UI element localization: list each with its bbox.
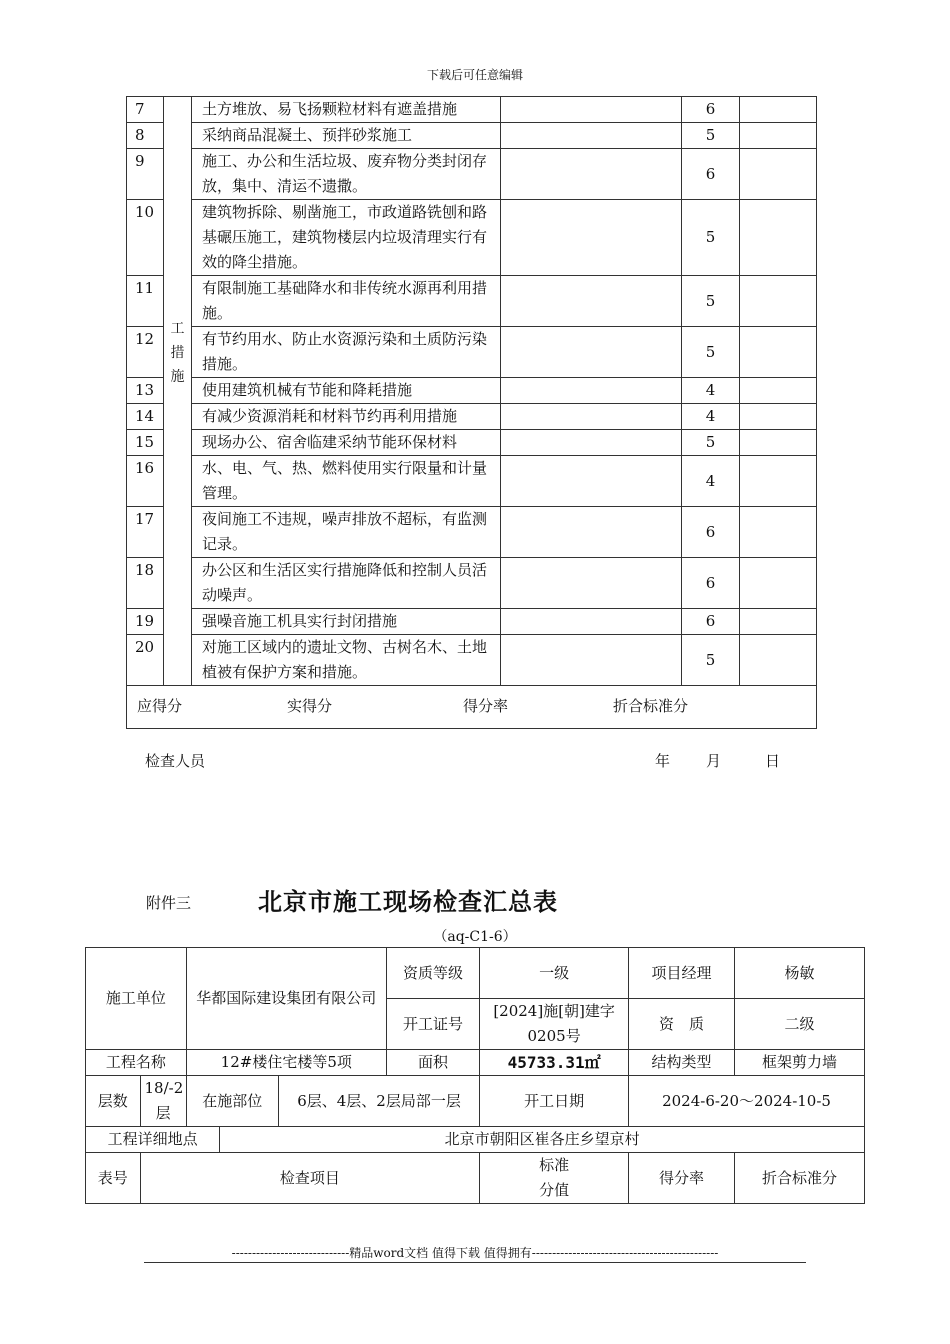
actual-score-cell [740,123,817,149]
col-std [480,1153,629,1204]
addr-value: 北京市朝阳区崔各庄乡望京村 [220,1127,865,1153]
summary-row-5 [86,1127,865,1153]
checklist-row [127,378,817,404]
site-value: 6层、4层、2层局部一层 [278,1076,479,1127]
summary-row-3 [86,1050,865,1076]
summary-row-1 [86,948,865,999]
start-value: 2024-6-20～2024-10-5 [629,1076,865,1127]
footer-line [144,1262,806,1263]
checklist-row [127,404,817,430]
actual-score-label: 实得分 [287,697,333,715]
date-month: 月 [706,752,722,770]
item-number: 16 [127,456,164,507]
checklist-row [127,200,817,276]
standard-score: 5 [682,430,740,456]
actual-score-cell [740,635,817,686]
actual-score-cell [740,609,817,635]
actual-score-cell [740,430,817,456]
check-detail-cell [501,558,682,609]
standard-score: 4 [682,456,740,507]
col-conv: 折合标准分 [734,1153,864,1204]
floors-value: 18/-2层 [140,1076,186,1127]
checklist-row [127,149,817,200]
proj-value: 12#楼住宅楼等5项 [186,1050,386,1076]
item-number: 15 [127,430,164,456]
category-label [164,97,192,686]
item-number: 20 [127,635,164,686]
checklist-row [127,609,817,635]
area-label: 面积 [386,1050,479,1076]
check-detail-cell [501,456,682,507]
actual-score-cell [740,507,817,558]
check-detail-cell [501,149,682,200]
score-footer-row [127,686,817,729]
check-detail-cell [501,97,682,123]
site-label: 在施部位 [186,1076,278,1127]
col-rate: 得分率 [629,1153,735,1204]
checklist-row [127,123,817,149]
check-item: 使用建筑机械有节能和降耗措施 [192,378,501,404]
standard-score: 5 [682,276,740,327]
unit-value: 华都国际建设集团有限公司 [186,948,386,1050]
standard-score: 5 [682,200,740,276]
item-number: 8 [127,123,164,149]
checklist-row [127,276,817,327]
qual-value: 二级 [734,999,864,1050]
col-item: 检查项目 [140,1153,480,1204]
check-item: 土方堆放、易飞扬颗粒材料有遮盖措施 [192,97,501,123]
check-item: 施工、办公和生活垃圾、废弃物分类封闭存放，集中、清运不遗撒。 [192,149,501,200]
check-detail-cell [501,378,682,404]
qual-grade-value: 一级 [480,948,629,999]
addr-label: 工程详细地点 [86,1127,220,1153]
summary-header-row [86,1153,865,1204]
check-item: 有节约用水、防止水资源污染和土质防污染措施。 [192,327,501,378]
actual-score-cell [740,149,817,200]
area-value: 45733.31㎡ [480,1050,629,1076]
check-item: 对施工区域内的遗址文物、古树名木、土地植被有保护方案和措施。 [192,635,501,686]
proj-label: 工程名称 [86,1050,187,1076]
qual-label: 资 质 [629,999,735,1050]
page-header: 下载后可任意编辑 [426,68,523,82]
check-item: 有减少资源消耗和材料节约再利用措施 [192,404,501,430]
col-no: 表号 [86,1153,141,1204]
checklist-row [127,97,817,123]
checklist-row [127,327,817,378]
standard-score: 6 [682,558,740,609]
score-rate-label: 得分率 [463,697,509,715]
check-detail-cell [501,404,682,430]
checklist-row [127,558,817,609]
standard-score: 5 [682,327,740,378]
checklist-row [127,507,817,558]
check-item: 办公区和生活区实行措施降低和控制人员活动噪声。 [192,558,501,609]
actual-score-cell [740,404,817,430]
check-item: 夜间施工不违规，噪声排放不超标，有监测记录。 [192,507,501,558]
actual-score-cell [740,378,817,404]
attachment-label: 附件三 [146,894,192,912]
checklist-row [127,635,817,686]
item-number: 14 [127,404,164,430]
actual-score-cell [740,276,817,327]
check-detail-cell [501,327,682,378]
checklist-row [127,430,817,456]
item-number: 7 [127,97,164,123]
item-number: 9 [127,149,164,200]
floors-label: 层数 [86,1076,141,1127]
checklist-row [127,456,817,507]
item-number: 18 [127,558,164,609]
standard-score: 4 [682,404,740,430]
standard-score: 6 [682,97,740,123]
date-day: 日 [765,752,781,770]
pm-value: 杨敏 [734,948,864,999]
form-code: （aq-C1-6） [433,929,517,945]
pm-label: 项目经理 [629,948,735,999]
category-text: 工措施 [170,321,185,385]
actual-score-cell [740,327,817,378]
standard-score: 5 [682,123,740,149]
checklist-table [126,96,817,729]
col-std-text: 标准分值 [539,1156,570,1199]
check-item: 有限制施工基础降水和非传统水源再利用措施。 [192,276,501,327]
qual-grade-label: 资质等级 [386,948,479,999]
permit-label: 开工证号 [386,999,479,1050]
check-item: 建筑物拆除、剔凿施工，市政道路铣刨和路基碾压施工，建筑物楼层内垃圾清理实行有效的降尘措施。 [192,200,501,276]
item-number: 19 [127,609,164,635]
item-number: 17 [127,507,164,558]
permit-value: [2024]施[朝]建字0205号 [480,999,629,1050]
inspector-label: 检查人员 [145,752,206,770]
checklist-body [127,97,817,686]
check-item: 现场办公、宿舍临建采纳节能环保材料 [192,430,501,456]
standard-score: 6 [682,609,740,635]
item-number: 11 [127,276,164,327]
standard-score-label: 折合标准分 [613,697,689,715]
summary-table [85,947,865,1204]
start-label: 开工日期 [480,1076,629,1127]
standard-score: 6 [682,149,740,200]
standard-score: 4 [682,378,740,404]
item-number: 12 [127,327,164,378]
check-item: 采纳商品混凝土、预拌砂浆施工 [192,123,501,149]
actual-score-cell [740,456,817,507]
check-detail-cell [501,200,682,276]
check-item: 强噪音施工机具实行封闭措施 [192,609,501,635]
standard-score: 6 [682,507,740,558]
check-detail-cell [501,635,682,686]
check-detail-cell [501,276,682,327]
due-score-label: 应得分 [137,697,183,715]
page-title: 北京市施工现场检查汇总表 [258,888,558,916]
date-year: 年 [655,752,671,770]
page-footer: -----------------------------精品word文档 值得下载 值得拥有---------------------------------------------- [231,1246,719,1260]
check-detail-cell [501,507,682,558]
unit-label: 施工单位 [86,948,187,1050]
actual-score-cell [740,200,817,276]
standard-score: 5 [682,635,740,686]
check-detail-cell [501,123,682,149]
struct-label: 结构类型 [629,1050,735,1076]
check-item: 水、电、气、热、燃料使用实行限量和计量管理。 [192,456,501,507]
check-detail-cell [501,430,682,456]
summary-row-4 [86,1076,865,1127]
item-number: 13 [127,378,164,404]
actual-score-cell [740,558,817,609]
item-number: 10 [127,200,164,276]
actual-score-cell [740,97,817,123]
struct-value: 框架剪力墙 [734,1050,864,1076]
check-detail-cell [501,609,682,635]
